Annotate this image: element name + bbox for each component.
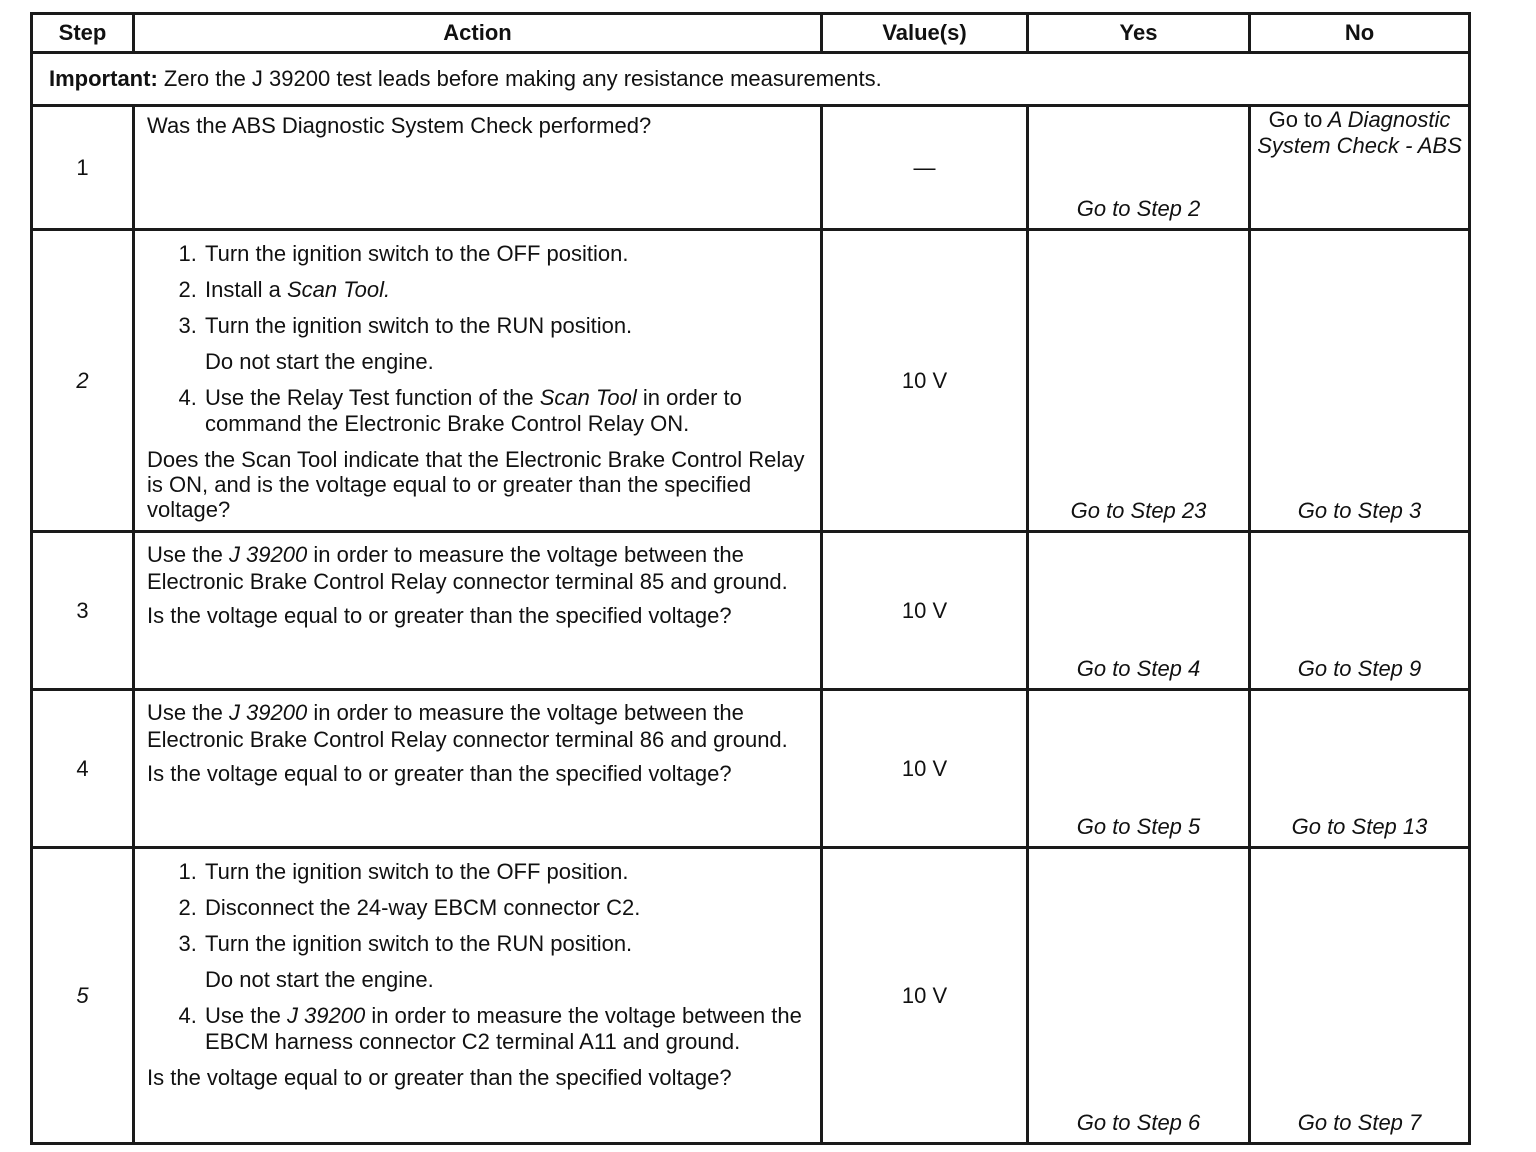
important-text: Zero the J 39200 test leads before making any resistance measurements. <box>163 66 882 91</box>
yes-result: Go to Step 4 <box>1028 532 1250 690</box>
list-item: 1. Turn the ignition switch to the OFF position. <box>203 241 808 267</box>
action-cell <box>134 690 822 848</box>
action-question: Was the ABS Diagnostic System Check performed? <box>147 113 652 138</box>
header-step: Step <box>32 14 134 53</box>
step-number: 2 <box>32 230 134 532</box>
action-cell <box>134 230 822 532</box>
no-result: Go to Step 3 <box>1250 230 1470 532</box>
value-cell: 10 V <box>822 690 1028 848</box>
step-number: 3 <box>32 532 134 690</box>
action-question: Is the voltage equal to or greater than the specified voltage? <box>147 1065 732 1090</box>
no-result: Go to Step 9 <box>1250 532 1470 690</box>
diagnostic-table <box>30 12 1471 1145</box>
yes-result: Go to Step 23 <box>1028 230 1250 532</box>
list-subnote: Do not start the engine. <box>205 967 434 992</box>
no-result-prefix: Go to <box>1268 107 1323 132</box>
table-row <box>32 690 1470 848</box>
action-cell <box>134 532 822 690</box>
list-subnote: Do not start the engine. <box>205 349 434 374</box>
header-yes: Yes <box>1028 14 1250 53</box>
list-item: 4. Use the J 39200 in order to measure the voltage between the EBCM harness connector C2 terminal A11 and ground. <box>203 1003 808 1055</box>
important-note <box>32 53 1470 106</box>
action-steps <box>147 859 808 1055</box>
step-number: 1 <box>32 106 134 230</box>
value-cell: 10 V <box>822 848 1028 1144</box>
header-action: Action <box>134 14 822 53</box>
action-question: Is the voltage equal to or greater than the specified voltage? <box>147 603 732 628</box>
header-no: No <box>1250 14 1470 53</box>
action-paragraph: Use the J 39200 in order to measure the voltage between the Electronic Brake Control Relay connector terminal 85 and ground. <box>147 542 788 594</box>
action-question: Is the voltage equal to or greater than the specified voltage? <box>147 761 732 786</box>
list-item: 2. Install a Scan Tool. <box>203 277 808 303</box>
value-cell: 10 V <box>822 532 1028 690</box>
action-question: Does the Scan Tool indicate that the Electronic Brake Control Relay is ON, and is the voltage equal to or greater than the specified voltage? <box>147 447 805 522</box>
yes-result: Go to Step 6 <box>1028 848 1250 1144</box>
important-label: Important: <box>49 66 158 91</box>
value-cell: — <box>822 106 1028 230</box>
yes-result: Go to Step 2 <box>1028 106 1250 230</box>
header-values: Value(s) <box>822 14 1028 53</box>
step-number: 4 <box>32 690 134 848</box>
action-steps <box>147 241 808 437</box>
list-item: 1. Turn the ignition switch to the OFF position. <box>203 859 808 885</box>
list-item: 3. Turn the ignition switch to the RUN position. Do not start the engine. <box>203 931 808 993</box>
action-cell <box>134 106 822 230</box>
no-result-link: A Diagnostic System Check - ABS <box>1257 107 1462 158</box>
no-result: Go to Step 13 <box>1250 690 1470 848</box>
important-row <box>32 53 1470 106</box>
header-row <box>32 14 1470 53</box>
list-item: 3. Turn the ignition switch to the RUN position. Do not start the engine. <box>203 313 808 375</box>
list-item: 2. Disconnect the 24-way EBCM connector C2. <box>203 895 808 921</box>
table-row <box>32 230 1470 532</box>
step-number: 5 <box>32 848 134 1144</box>
value-cell: 10 V <box>822 230 1028 532</box>
table-row <box>32 848 1470 1144</box>
list-item: 4. Use the Relay Test function of the Scan Tool in order to command the Electronic Brake Control Relay ON. <box>203 385 808 437</box>
table-row <box>32 532 1470 690</box>
no-result: Go to Step 7 <box>1250 848 1470 1144</box>
action-paragraph: Use the J 39200 in order to measure the voltage between the Electronic Brake Control Relay connector terminal 86 and ground. <box>147 700 788 752</box>
no-result <box>1250 106 1470 230</box>
action-cell <box>134 848 822 1144</box>
table-row <box>32 106 1470 230</box>
yes-result: Go to Step 5 <box>1028 690 1250 848</box>
